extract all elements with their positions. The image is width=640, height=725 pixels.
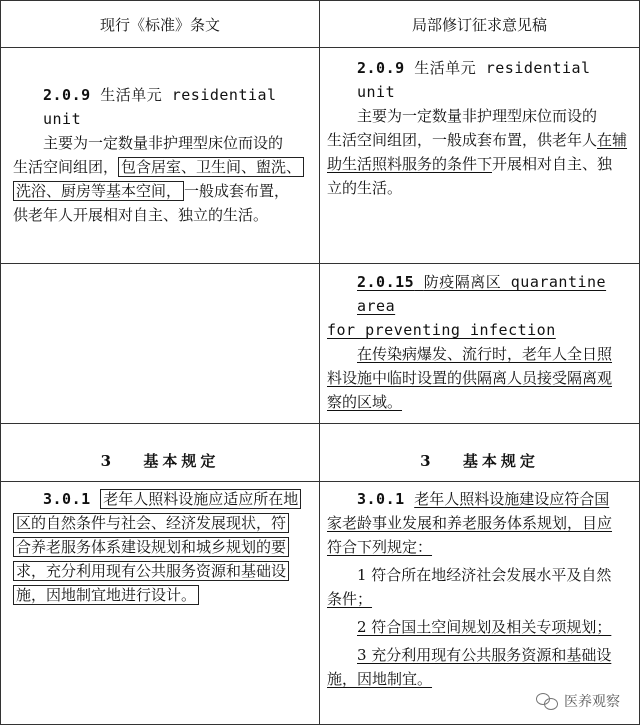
header-revision-draft: 局部修订征求意见稿	[411, 16, 547, 34]
clause-text: 立的生活。	[327, 179, 403, 197]
highlight-box: 区的自然条件与社会、经济发展现状，符	[13, 513, 289, 533]
list-item: 1 符合所在地经济社会发展水平及自然	[357, 566, 612, 584]
list-item: 条件；	[327, 590, 373, 608]
clause-text: 主要为一定数量非护理型床位而设的	[43, 134, 284, 152]
highlight-box: 合养老服务体系建设规划和城乡规划的要	[13, 537, 289, 557]
clause-term: 生活单元 residential unit	[357, 59, 591, 101]
clause-text: 一般成套布置，	[184, 182, 290, 200]
list-item: 2 符合国土空间规划及相关专项规划；	[357, 618, 612, 636]
watermark-text: 医养观察	[564, 693, 620, 709]
header-current-clause: 现行《标准》条文	[99, 16, 220, 34]
clause-number: 2.0.9	[357, 59, 405, 77]
section-title-revised: 3 基本规定	[420, 452, 539, 470]
revised-text: 在传染病爆发、流行时，老年人全日照	[357, 345, 613, 363]
list-item: 3 充分利用现有公共服务资源和基础设	[357, 646, 612, 664]
clause-3-0-1-current	[13, 487, 313, 607]
revised-text: 家老龄事业发展和养老服务体系规划，目应	[327, 514, 613, 532]
clause-2-0-15-revised	[327, 270, 633, 414]
highlight-box: 施，因地制宜地进行设计。	[13, 585, 199, 605]
clause-text: 开展相对自主、独	[492, 155, 613, 173]
row-divider	[1, 423, 639, 424]
revised-text: 助生活照料服务的条件下	[327, 155, 493, 173]
section-title-current: 3 基本规定	[100, 452, 220, 470]
row-divider	[1, 47, 639, 48]
clause-text: 供老年人开展相对自主、独立的生活。	[13, 206, 269, 224]
highlight-box: 老年人照料设施应适应所在地	[100, 489, 301, 509]
clause-2-0-9-current	[13, 83, 313, 227]
clause-number: 2.0.15	[357, 273, 415, 291]
watermark	[536, 691, 620, 711]
clause-term: 生活单元 residential unit	[43, 86, 277, 128]
clause-term: for preventing infection	[327, 321, 556, 339]
clause-term: 防疫隔离区 quarantine area	[357, 273, 607, 315]
highlight-box: 包含居室、卫生间、盥洗、	[118, 157, 304, 177]
clause-2-0-9-revised	[327, 56, 633, 200]
list-item: 施，因地制宜。	[327, 670, 433, 688]
revised-text: 料设施中临时设置的供隔离人员接受隔离观	[327, 369, 613, 387]
revised-text: 符合下列规定：	[327, 538, 433, 556]
row-divider	[1, 481, 639, 482]
clause-number: 2.0.9	[43, 86, 91, 104]
column-divider	[319, 1, 320, 724]
clause-3-0-1-revised	[327, 487, 633, 691]
clause-number: 3.0.1	[43, 490, 91, 508]
row-divider	[1, 263, 639, 264]
clause-number: 3.0.1	[357, 490, 405, 508]
revised-text: 察的区域。	[327, 393, 403, 411]
clause-text: 生活空间组团，一般成套布置，供老年人	[327, 131, 598, 149]
highlight-box: 洗浴、厨房等基本空间，	[13, 181, 184, 201]
revised-text: 在辅	[597, 131, 628, 149]
highlight-box: 求，充分利用现有公共服务资源和基础设	[13, 561, 289, 581]
clause-text: 主要为一定数量非护理型床位而设的	[357, 107, 598, 125]
revised-text: 老年人照料设施建设应符合国	[414, 490, 610, 508]
wechat-icon	[536, 693, 558, 709]
clause-text: 生活空间组团，	[13, 158, 119, 176]
